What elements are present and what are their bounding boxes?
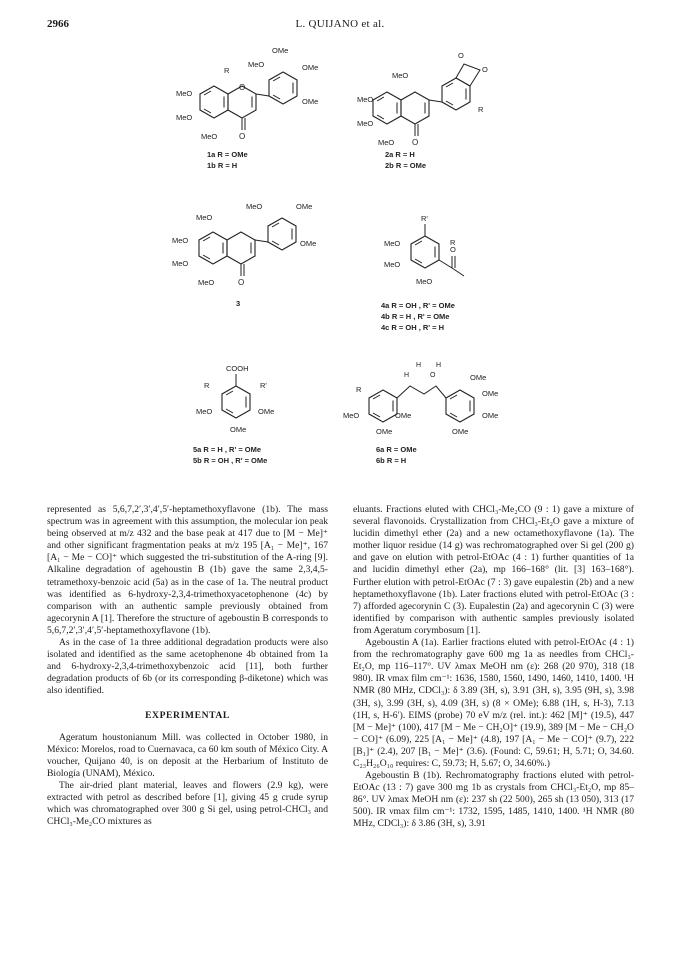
paragraph: Ageboustin A (1a). Earlier fractions eluted with petrol-EtOAc (4 : 1) from the rechromatography gave 600 mg 1a as needles from CHCl₃-Et₂O, mp 116–117°. UV λmax MeOH nm (ε): 268 (20 970), 318 (18 980). IR νmax film cm⁻¹: 1636, 1580, 1560, 1490, 1460, 1410, 1400. ¹H NMR (80 MHz, CDCl₃): δ 3.89 (3H, s), 3.91 (3H, s), 3.95 (9H, s), 3.98 (3H, s), 3.99 (3H, s), 4.09 (3H, s) (8 × OMe); 6.88 (1H, s, H-3), 7.13 (1H, s, H-6′). EIMS (probe) 70 eV m/z (rel. int.): 462 [M]⁺ (19.5), 447 [M − Me]⁺ (100), 417 [M − Me − CH₂O]⁺ (19.9), 389 [M − Me − CH₂O − CO]⁺ (6.09), 225 [A₁ − Me]⁺ (4.8), 197 [A₁ − Me − CO]⁺ (9.7), 222 [B₁]⁺ (2.4), 207 [B₁ − Me]⁺ (3.6). (Found: C, 59.61; H, 5.71; O, 34.60. C₂₃H₂₆O₁₀ requires: C, 59.73; H, 5.67; O, 34.60%.) — [353, 637, 634, 769]
ome-label: OMe — [272, 46, 289, 55]
meo-label: MeO — [176, 89, 193, 98]
r-label: R — [450, 238, 456, 247]
compound-label-4c: 4c R = OH , R' = H — [381, 323, 445, 332]
structure-6 — [343, 362, 498, 465]
paragraph: Ageratum houstonianum Mill. was collected in October 1980, in México: Morelos, road to Cuernavaca, ca 60 km south of México City. A voucher, Quijano 40, is on deposit at the Herbarium of Instituto de Biología (UNAM), México. — [47, 731, 328, 779]
meo-label: MeO — [343, 411, 360, 420]
ome-label: OMe — [296, 202, 313, 211]
meo-label: MeO — [416, 277, 433, 286]
paragraph: represented as 5,6,7,2′,3′,4′,5′-heptamethoxyflavone (1b). The mass spectrum was in agreement with this assumption, the molecular ion peak being observed at m/z 432 and the base peak at 417 due to [M − Me]⁺ and other significant fragmentation peaks at m/z 195 [A₁ − Me]⁺, 167 [A₁ − Me − CO]⁺ which suggested the tri-substitution of the A-ring [9]. Alkaline degradation of agehoustin B (1b) gave the same 2,3,4,5-tetramethoxy-benzoic acid (5a) as in the case of 1a. The neutral product was identified as 6-hydroxy-2,3,4-trimethoxyacetophenone (4c) by comparison with an authentic sample previously obtained from agecorynin A [1]. Therefore the structure of ageboustin B corresponds to 5,6,7,2′,3′,4′,5′-heptamethoxyflavone (1b). — [47, 504, 328, 636]
h-label: H — [436, 362, 442, 369]
compound-label-2a: 2a R = H — [385, 150, 415, 159]
compound-label-5a: 5a R = H , R' = OMe — [193, 445, 262, 454]
meo-label: MeO — [357, 95, 374, 104]
meo-label: MeO — [384, 239, 401, 248]
page-number: 2966 — [47, 18, 69, 30]
ome-label: OMe — [300, 239, 317, 248]
compound-label-5b: 5b R = OH , R' = OMe — [193, 456, 268, 465]
structure-1 — [176, 46, 318, 170]
chemical-structures-figure — [0, 40, 680, 485]
left-column — [47, 504, 328, 828]
r-label: R — [204, 381, 210, 390]
ome-label: OMe — [258, 407, 275, 416]
r-prime-label: R' — [421, 214, 428, 223]
h-label: H — [404, 372, 410, 379]
paragraph: The air-dried plant material, leaves and flowers (2.9 kg), were extracted with petrol as described before [1], giving 45 g crude syrup which was chromatographed over 300 g Si gel, using petrol-CHCl₃ and CHCl₃-Me₂CO mixtures as — [47, 779, 328, 828]
ome-label: OMe — [482, 389, 499, 398]
structure-4 — [381, 214, 464, 332]
compound-label-3: 3 — [236, 299, 241, 308]
carbonyl-o-3: O — [238, 278, 245, 287]
compound-label-4b: 4b R = H , R' = OMe — [381, 312, 450, 321]
meo-label: MeO — [172, 259, 189, 268]
paragraph: As in the case of 1a three additional degradation products were also isolated and identified as the same acetophenone 4b obtained from 1a and 6-hydroxy-2,3,4-trimethoxybenzoic acid [11], both further degradation products of 6b (or its corresponding β-diketone) which was also identified. — [47, 637, 328, 697]
cooh-label: COOH — [226, 364, 249, 373]
ketone-o: O — [450, 245, 456, 254]
compound-label-2b: 2b R = OMe — [385, 161, 427, 170]
carbonyl-o-1: O — [239, 132, 246, 141]
compound-label-6b: 6b R = H — [376, 456, 407, 465]
ome-label: OMe — [302, 63, 319, 72]
r-label: R — [224, 66, 230, 75]
ome-label: OMe — [452, 427, 469, 436]
section-heading: EXPERIMENTAL — [145, 709, 230, 721]
meo-label: MeO — [392, 71, 409, 80]
ring-o-1: O — [239, 83, 246, 92]
meo-label: MeO — [357, 119, 374, 128]
meo-label: MeO — [176, 113, 193, 122]
compound-label-1a: 1a R = OMe — [207, 150, 248, 159]
structure-2 — [357, 51, 488, 170]
compound-label-6a: 6a R = OMe — [376, 445, 417, 454]
paragraph: eluants. Fractions eluted with CHCl₃-Me₂CO (9 : 1) gave a mixture of several flavonoids. Crystallization from CHCl₃-Et₂O gave a mixture of lucidin dimethyl ether (2a) and a new octamethoxyflavone (1a). The mother liquor residue (14 g) was rechromatographed over Si gel (200 g) and gave on elution with petrol-EtOAc (4 : 1) further quantities of 1a and lucidin dimethyl ether (2a), mp 166–168° (lit. [3] 163–168°). Further elution with petrol-EtOAc (7 : 3) gave eupalestin (2b) and a new heptamethoxyflavone (1b). Later fractions eluted with petrol-EtOAc (3 : 7) afforded agecorynin C (3). Eupalestin (2a) and agecorynin C (3) were identified by comparison with authentic samples previously isolated from Ageratum corymbosum [1]. — [353, 504, 634, 636]
meo-label: MeO — [378, 138, 395, 147]
meo-label: MeO — [196, 213, 213, 222]
dioxole-o: O — [458, 51, 464, 60]
structure-5 — [193, 364, 274, 465]
ome-label: OMe — [302, 97, 319, 106]
h-label: H — [416, 362, 422, 369]
carbonyl-o-2: O — [412, 138, 419, 147]
compound-label-1b: 1b R = H — [207, 161, 238, 170]
ome-label: OMe — [470, 373, 487, 382]
meo-label: MeO — [248, 60, 265, 69]
dioxole-o: O — [482, 65, 488, 74]
right-column — [353, 504, 634, 831]
ome-label: OMe — [230, 425, 247, 434]
meo-label: MeO — [172, 236, 189, 245]
o-label: O — [430, 372, 436, 379]
ome-label: OMe — [482, 411, 499, 420]
meo-label: MeO — [246, 202, 263, 211]
meo-label: MeO — [196, 407, 213, 416]
meo-label: MeO — [384, 260, 401, 269]
r-prime-label: R' — [260, 381, 267, 390]
compound-label-4a: 4a R = OH , R' = OMe — [381, 301, 455, 310]
ome-label: OMe — [395, 411, 412, 420]
meo-label: MeO — [198, 278, 215, 287]
structure-3 — [172, 202, 316, 308]
r-label: R — [478, 105, 484, 114]
r-label: R — [356, 385, 362, 394]
meo-label: MeO — [201, 132, 218, 141]
running-title: L. QUIJANO et al. — [295, 18, 385, 30]
page-header — [47, 18, 633, 34]
paragraph: Ageboustin B (1b). Rechromatography fractions eluted with petrol-EtOAc (13 : 7) gave 300 mg 1b as crystals from CHCl₃-Et₂O, mp 85–86°. UV λmax MeOH nm (ε): 237 sh (22 500), 265 sh (13 050), 313 (17 500). IR νmax film cm⁻¹: 1732, 1595, 1485, 1410, 1400. ¹H NMR (80 MHz, CDCl₃): δ 3.86 (3H, s), 3.91 — [353, 770, 634, 830]
ome-label: OMe — [376, 427, 393, 436]
